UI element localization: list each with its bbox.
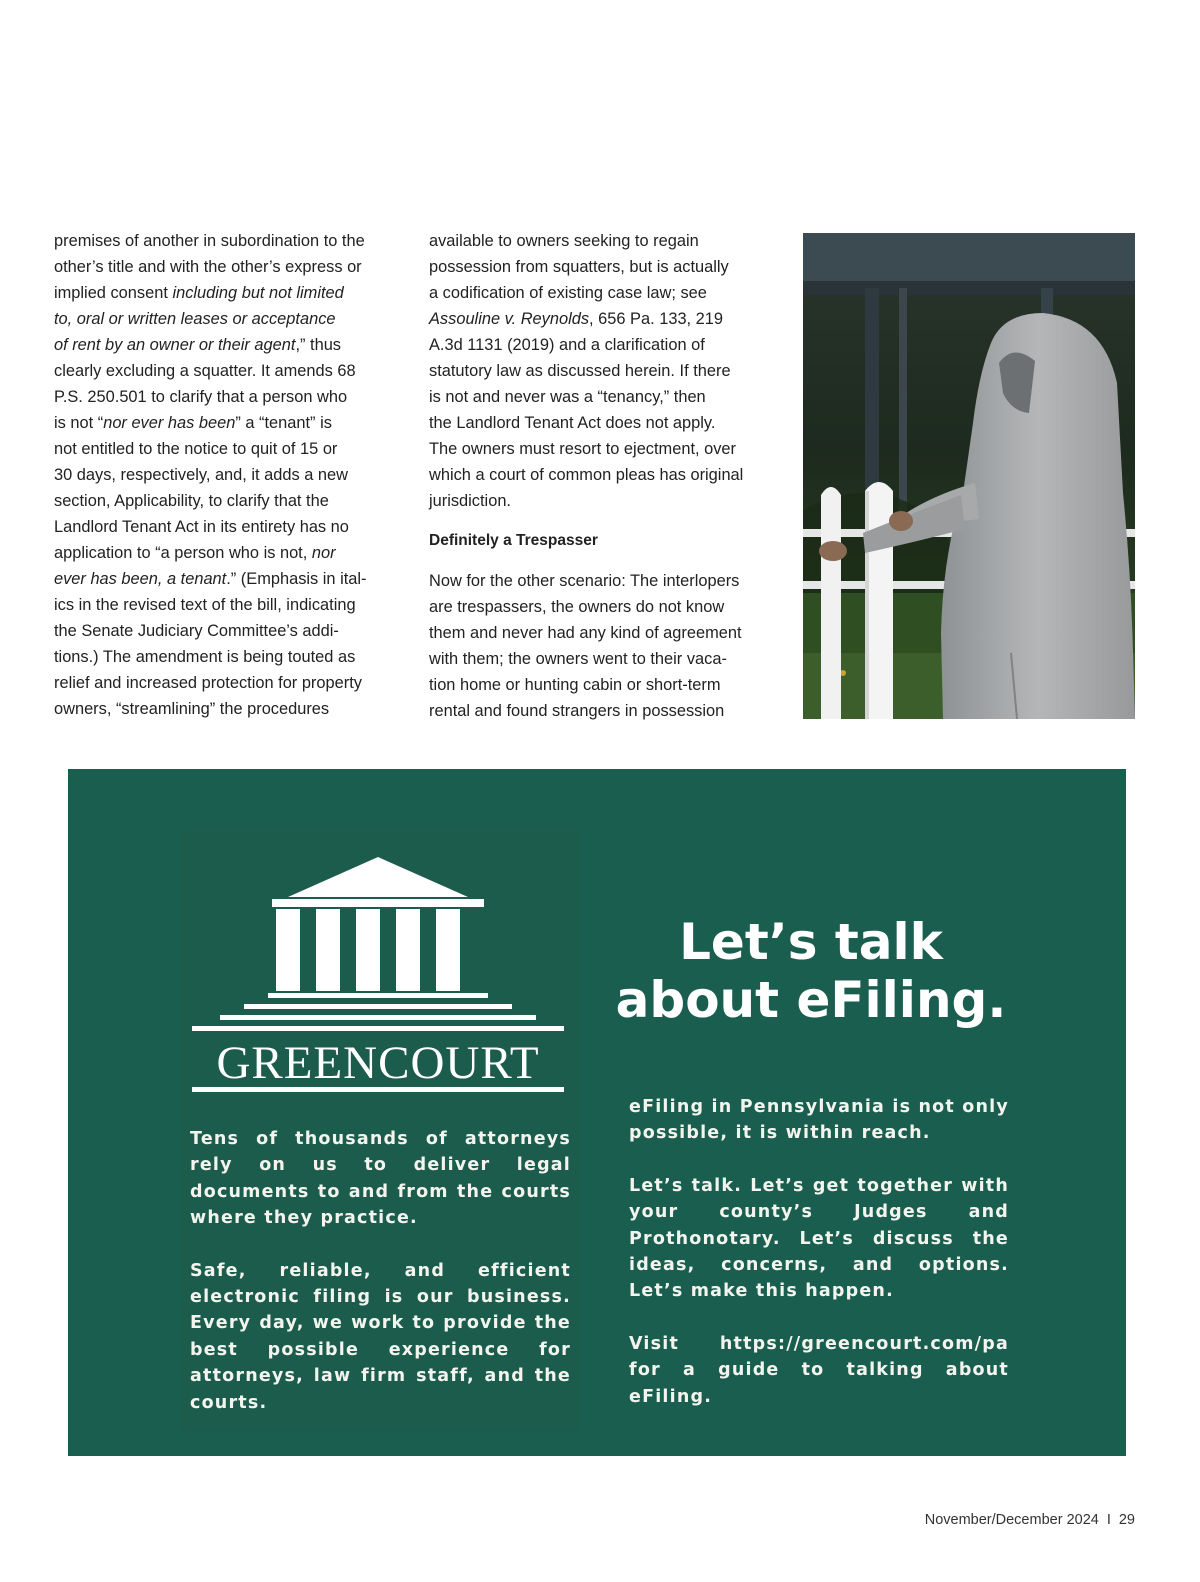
- article-col1-line: implied consent including but not limited: [54, 284, 344, 302]
- article-col2b-line: Now for the other scenario: The interlopers: [429, 572, 740, 590]
- article-col1-line: to, oral or written leases or acceptance: [54, 310, 336, 328]
- photo-hooded-person-at-fence: [803, 233, 1135, 719]
- article-col2a-line: possession from squatters, but is actually: [429, 258, 729, 276]
- article-col2b-line: them and never had any kind of agreement: [429, 624, 742, 642]
- article-col1-line: ics in the revised text of the bill, indicating: [54, 596, 356, 614]
- ad-right-paragraph-3: Visit https://greencourt.com/pa for a guide to talking about eFiling.: [629, 1333, 1009, 1407]
- page-number: 29: [1118, 1512, 1135, 1528]
- article-col1-line: application to “a person who is not, nor: [54, 544, 336, 562]
- article-col2b-line: rental and found strangers in possession: [429, 702, 725, 720]
- article-col2a-line: which a court of common pleas has original: [429, 466, 744, 484]
- article-col1-line: premises of another in subordination to the: [54, 232, 365, 250]
- article-col1-line: P.S. 250.501 to clarify that a person who: [54, 388, 348, 406]
- article-col1-line: is not “nor ever has been” a “tenant” is: [54, 414, 332, 432]
- article-col2a-line: a codification of existing case law; see: [429, 284, 707, 302]
- article-col2a-line: Assouline v. Reynolds, 656 Pa. 133, 219: [429, 310, 724, 328]
- subheading: Definitely a Trespasser: [429, 532, 598, 549]
- article-col1-line: relief and increased protection for property: [54, 674, 362, 692]
- logo-wordmark: GREENCOURT: [216, 1037, 540, 1089]
- article-col1-line: clearly excluding a squatter. It amends 68: [54, 362, 356, 380]
- ad-right-paragraph-2: Let’s talk. Let’s get together with your county’s Judges and Prothonotary. Let’s discuss the ideas, concerns, and options. Let’s make this happen.: [629, 1175, 1009, 1302]
- page-footer: [925, 1512, 1135, 1528]
- article-column-2-part-a: [429, 228, 774, 514]
- ad-headline: [611, 913, 1011, 1029]
- article-col2b-line: are trespassers, the owners do not know: [429, 598, 725, 616]
- article-col1-line: tions.) The amendment is being touted as: [54, 648, 356, 666]
- article-col2b-line: with them; the owners went to their vaca-: [429, 650, 727, 668]
- article-col1-line: of rent by an owner or their agent,” thus: [54, 336, 341, 354]
- footer-separator: I: [1106, 1512, 1111, 1528]
- ad-left-paragraph-2: Safe, reliable, and efficient electronic filing is our business. Every day, we work to provide the best possible experience for attorneys, law firm staff, and the courts.: [190, 1260, 571, 1413]
- article-col2a-line: statutory law as discussed herein. If there: [429, 362, 731, 380]
- article-col2b-line: tion home or hunting cabin or short-term: [429, 676, 721, 694]
- article-column-1: [54, 228, 394, 722]
- article-col1-line: 30 days, respectively, and, it adds a new: [54, 466, 348, 484]
- article-col1-line: owners, “streamlining” the procedures: [54, 700, 330, 718]
- greencourt-advertisement: [68, 769, 1126, 1456]
- article-col2a-line: the Landlord Tenant Act does not apply.: [429, 414, 716, 432]
- article-col1-line: section, Applicability, to clarify that the: [54, 492, 329, 510]
- ad-right-text: [629, 1094, 1009, 1436]
- ad-left-text: [190, 1126, 571, 1442]
- article-col1-line: other’s title and with the other’s express or: [54, 258, 362, 276]
- article-col2a-line: available to owners seeking to regain: [429, 232, 699, 250]
- issue-date: November/December 2024: [924, 1512, 1099, 1528]
- article-column-2: [429, 228, 774, 724]
- article-col1-line: Landlord Tenant Act in its entirety has no: [54, 518, 349, 536]
- article-col1-line: the Senate Judiciary Committee’s addi-: [54, 622, 339, 640]
- ad-left-paragraph-1: Tens of thousands of attorneys rely on us to deliver legal documents to and from the courts where they practice.: [190, 1129, 571, 1229]
- article-column-2-part-b: [429, 568, 774, 724]
- article-col1-line: ever has been, a tenant.” (Emphasis in ital-: [54, 570, 367, 588]
- greencourt-logo: [192, 855, 564, 1095]
- ad-headline-line-2: about eFiling.: [615, 971, 1007, 1029]
- ad-right-paragraph-1: eFiling in Pennsylvania is not only possible, it is within reach.: [629, 1097, 1009, 1144]
- article-col2a-line: The owners must resort to ejectment, over: [429, 440, 736, 458]
- article-col2a-line: is not and never was a “tenancy,” then: [429, 388, 706, 406]
- article-col2a-line: jurisdiction.: [429, 492, 511, 510]
- article-col1-line: not entitled to the notice to quit of 15 or: [54, 440, 338, 458]
- ad-headline-line-1: Let’s talk: [679, 913, 943, 971]
- article-col2a-line: A.3d 1131 (2019) and a clarification of: [429, 336, 705, 354]
